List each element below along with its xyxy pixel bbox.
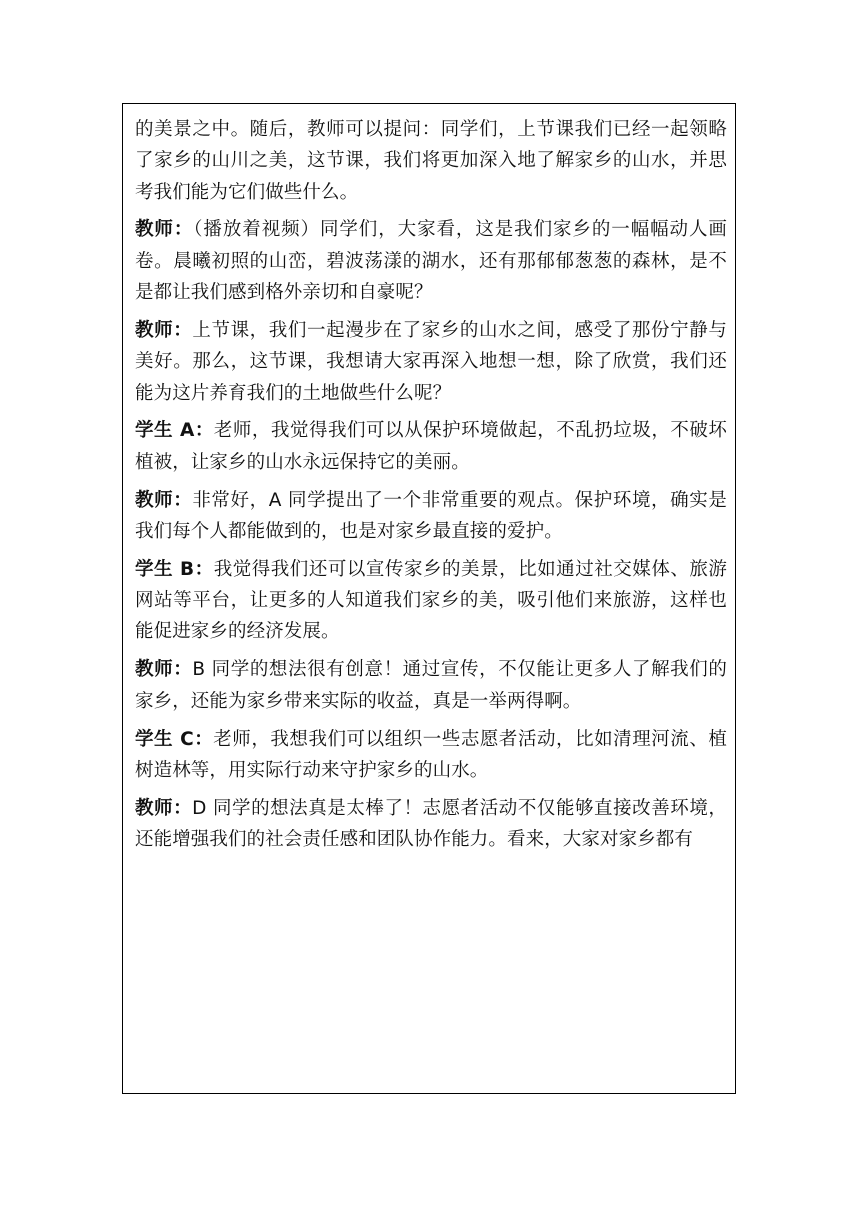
speaker-label: 教师：	[135, 797, 193, 819]
paragraph-text: D 同学的想法真是太棒了！志愿者活动不仅能够直接改善环境，还能增强我们的社会责任感和团队协作能力。看来，大家对家乡都有	[135, 797, 727, 850]
dialogue-teacher-3	[135, 485, 727, 548]
dialogue-student-c	[135, 724, 727, 787]
dialogue-teacher-2	[135, 315, 727, 409]
speaker-label: 教师：	[135, 659, 193, 681]
speaker-label: 教师：	[135, 489, 193, 511]
paragraph-text: 的美景之中。随后，教师可以提问：同学们，上节课我们已经一起领略了家乡的山川之美，这节课，我们将更加深入地了解家乡的山水，并思考我们能为它们做些什么。	[135, 119, 727, 203]
paragraph-text: （播放着视频）同学们，大家看，这是我们家乡的一幅幅动人画卷。晨曦初照的山峦，碧波荡漾的湖水，还有那郁郁葱葱的森林，是不是都让我们感到格外亲切和自豪呢？	[135, 219, 727, 304]
dialogue-student-a	[135, 415, 727, 478]
paragraph-text: 老师，我觉得我们可以从保护环境做起，不乱扔垃圾，不破坏植被，让家乡的山水永远保持它的美丽。	[135, 420, 728, 473]
dialogue-teacher-1	[135, 214, 727, 308]
speaker-label: 教师：	[135, 319, 193, 341]
speaker-label: 教师：	[135, 219, 194, 241]
paragraph-text: B 同学的想法很有创意！通过宣传，不仅能让更多人了解我们的家乡，还能为家乡带来实际的收益，真是一举两得啊。	[135, 659, 727, 712]
paragraph-text: 非常好，A 同学提出了一个非常重要的观点。保护环境，确实是我们每个人都能做到的，也是对家乡最直接的爱护。	[135, 489, 727, 542]
document-table-cell	[122, 103, 736, 1094]
dialogue-student-b	[135, 554, 727, 648]
dialogue-teacher-4	[135, 654, 727, 717]
paragraph-text: 老师，我想我们可以组织一些志愿者活动，比如清理河流、植树造林等，用实际行动来守护家乡的山水。	[135, 728, 727, 781]
speaker-label: 学生 B：	[135, 558, 214, 580]
paragraph-text: 上节课，我们一起漫步在了家乡的山水之间，感受了那份宁静与美好。那么，这节课，我想请大家再深入地想一想，除了欣赏，我们还能为这片养育我们的土地做些什么呢？	[135, 319, 727, 404]
paragraph-text: 我觉得我们还可以宣传家乡的美景，比如通过社交媒体、旅游网站等平台，让更多的人知道我们家乡的美，吸引他们来旅游，这样也能促进家乡的经济发展。	[135, 558, 728, 643]
speaker-label: 学生 A：	[135, 420, 214, 442]
dialogue-teacher-5	[135, 793, 727, 856]
paragraph-intro	[135, 114, 727, 208]
speaker-label: 学生 C：	[135, 728, 214, 750]
